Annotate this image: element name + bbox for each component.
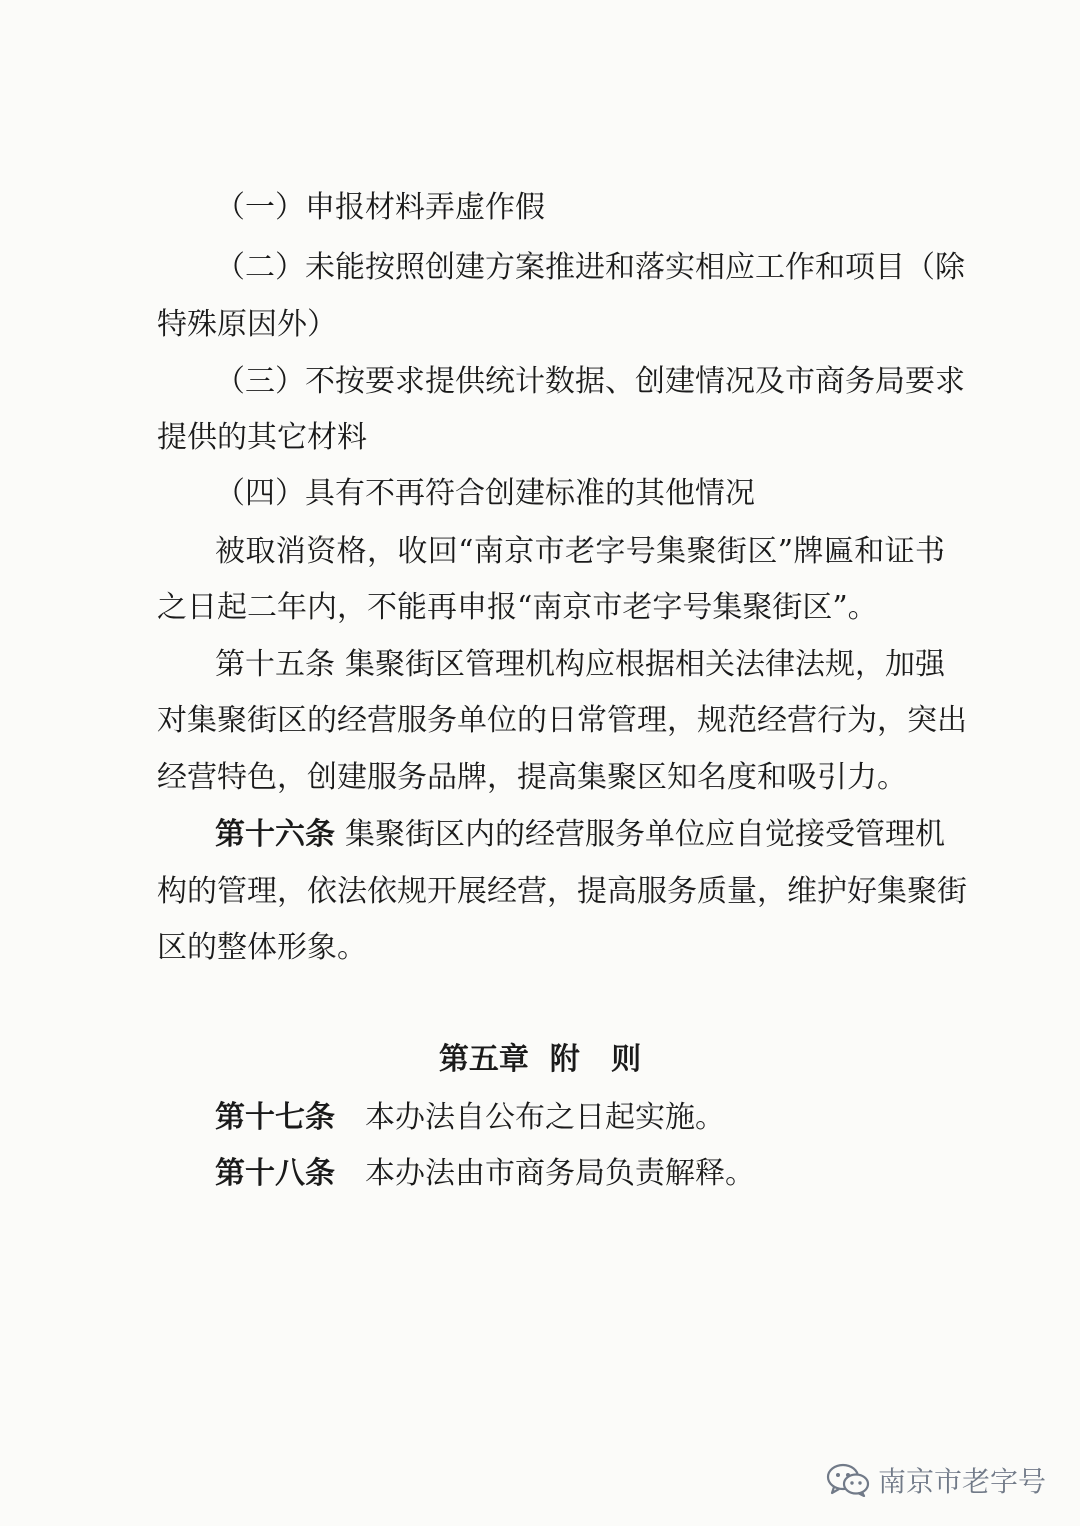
item-four: （四）具有不再符合创建标准的其他情况 xyxy=(215,476,755,511)
article-15-text: 集聚街区管理机构应根据相关法律法规，加强 xyxy=(345,647,945,682)
wechat-icon xyxy=(826,1463,870,1497)
article-18 xyxy=(215,1154,755,1194)
article-15-line2: 对集聚街区的经营服务单位的日常管理，规范经营行为，突出 xyxy=(157,703,967,738)
article-15-label: 第十五条 xyxy=(215,647,335,682)
article-16-line1 xyxy=(215,815,945,855)
article-16-label: 第十六条 xyxy=(215,817,335,852)
source-watermark xyxy=(826,1458,1046,1502)
article-15-line3: 经营特色，创建服务品牌，提高集聚区知名度和吸引力。 xyxy=(157,760,907,795)
article-18-label: 第十八条 xyxy=(215,1156,335,1191)
chapter-title: 第五章 附 则 xyxy=(438,1042,642,1077)
article-17-text: 本办法自公布之日起实施。 xyxy=(365,1100,725,1135)
article-16-line3: 区的整体形象。 xyxy=(157,930,367,965)
article-17-label: 第十七条 xyxy=(215,1100,335,1135)
item-two-line2: 特殊原因外） xyxy=(157,307,337,342)
article-17 xyxy=(215,1098,725,1138)
item-three-line1: （三）不按要求提供统计数据、创建情况及市商务局要求 xyxy=(215,364,965,399)
article-18-text: 本办法由市商务局负责解释。 xyxy=(365,1156,755,1191)
paragraph-disqualify-line2: 之日起二年内，不能再申报“南京市老字号集聚街区”。 xyxy=(157,590,878,625)
item-three-line2: 提供的其它材料 xyxy=(157,420,367,455)
article-16-line2: 构的管理，依法依规开展经营，提高服务质量，维护好集聚街 xyxy=(157,874,967,909)
item-one: （一）申报材料弄虚作假 xyxy=(215,190,545,225)
article-16-text: 集聚街区内的经营服务单位应自觉接受管理机 xyxy=(345,817,945,852)
watermark-text: 南京市老字号 xyxy=(877,1465,1046,1498)
item-two-line1: （二）未能按照创建方案推进和落实相应工作和项目（除 xyxy=(215,250,965,285)
paragraph-disqualify-line1: 被取消资格，收回“南京市老字号集聚街区”牌匾和证书 xyxy=(215,534,945,569)
article-15-line1 xyxy=(215,645,945,685)
